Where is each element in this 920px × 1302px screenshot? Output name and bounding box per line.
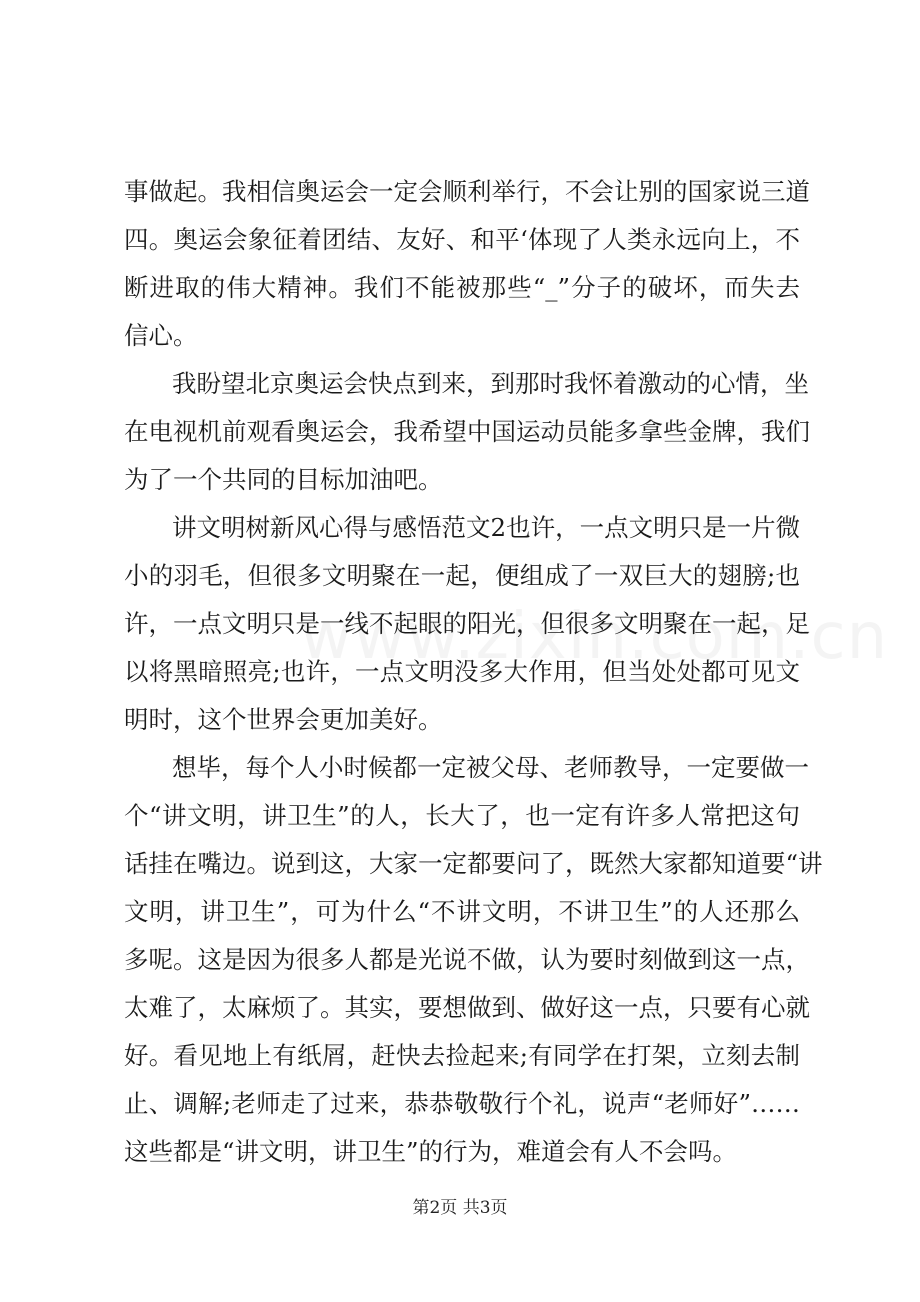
text-line: 断进取的伟大精神。我们不能被那些“_”分子的破坏，而失去	[124, 273, 800, 302]
text-line: 四。奥运会象征着团结、友好、和平‘体现了人类永远向上，不	[124, 225, 800, 254]
paragraph-first-line: 我盼望北京奥运会快点到来，到那时我怀着激动的心情，坐	[172, 369, 809, 398]
paragraph-first-line: 想毕，每个人小时候都一定被父母、老师教导，一定要做一	[172, 753, 809, 782]
text-line: 许，一点文明只是一线不起眼的阳光，但很多文明聚在一起，足	[124, 609, 810, 638]
text-line: 小的羽毛，但很多文明聚在一起，便组成了一双巨大的翅膀;也	[124, 561, 800, 590]
text-line: 事做起。我相信奥运会一定会顺利举行，不会让别的国家说三道	[124, 177, 810, 206]
text-line: 话挂在嘴边。说到这，大家一定都要问了，既然大家都知道要“讲	[124, 849, 823, 878]
text-line: 太难了，太麻烦了。其实，要想做到、做好这一点，只要有心就	[124, 993, 810, 1022]
text-line: 多呢。这是因为很多人都是光说不做，认为要时刻做到这一点，	[124, 945, 810, 974]
text-line: 好。看见地上有纸屑，赶快去捡起来;有同学在打架，立刻去制	[124, 1041, 800, 1070]
text-line: 在电视机前观看奥运会，我希望中国运动员能多拿些金牌，我们	[124, 417, 810, 446]
text-line: 为了一个共同的目标加油吧。	[124, 465, 443, 494]
text-line: 文明，讲卫生”，可为什么“不讲文明，不讲卫生”的人还那么	[124, 897, 800, 926]
text-line: 个“讲文明，讲卫生”的人，长大了，也一定有许多人常把这句	[124, 801, 800, 830]
page-footer: 第2页 共3页	[412, 1198, 508, 1218]
text-line: 明时，这个世界会更加美好。	[124, 705, 443, 734]
text-line: 信心。	[124, 321, 198, 350]
text-line: 这些都是“讲文明，讲卫生”的行为，难道会有人不会吗。	[124, 1137, 738, 1166]
text-line: 以将黑暗照亮;也许，一点文明没多大作用，但当处处都可见文	[124, 657, 800, 686]
text-line: 止、调解;老师走了过来，恭恭敬敬行个礼，说声“老师好”……	[124, 1089, 800, 1118]
paragraph-first-line: 讲文明树新风心得与感悟范文2也许，一点文明只是一片微	[172, 513, 801, 542]
